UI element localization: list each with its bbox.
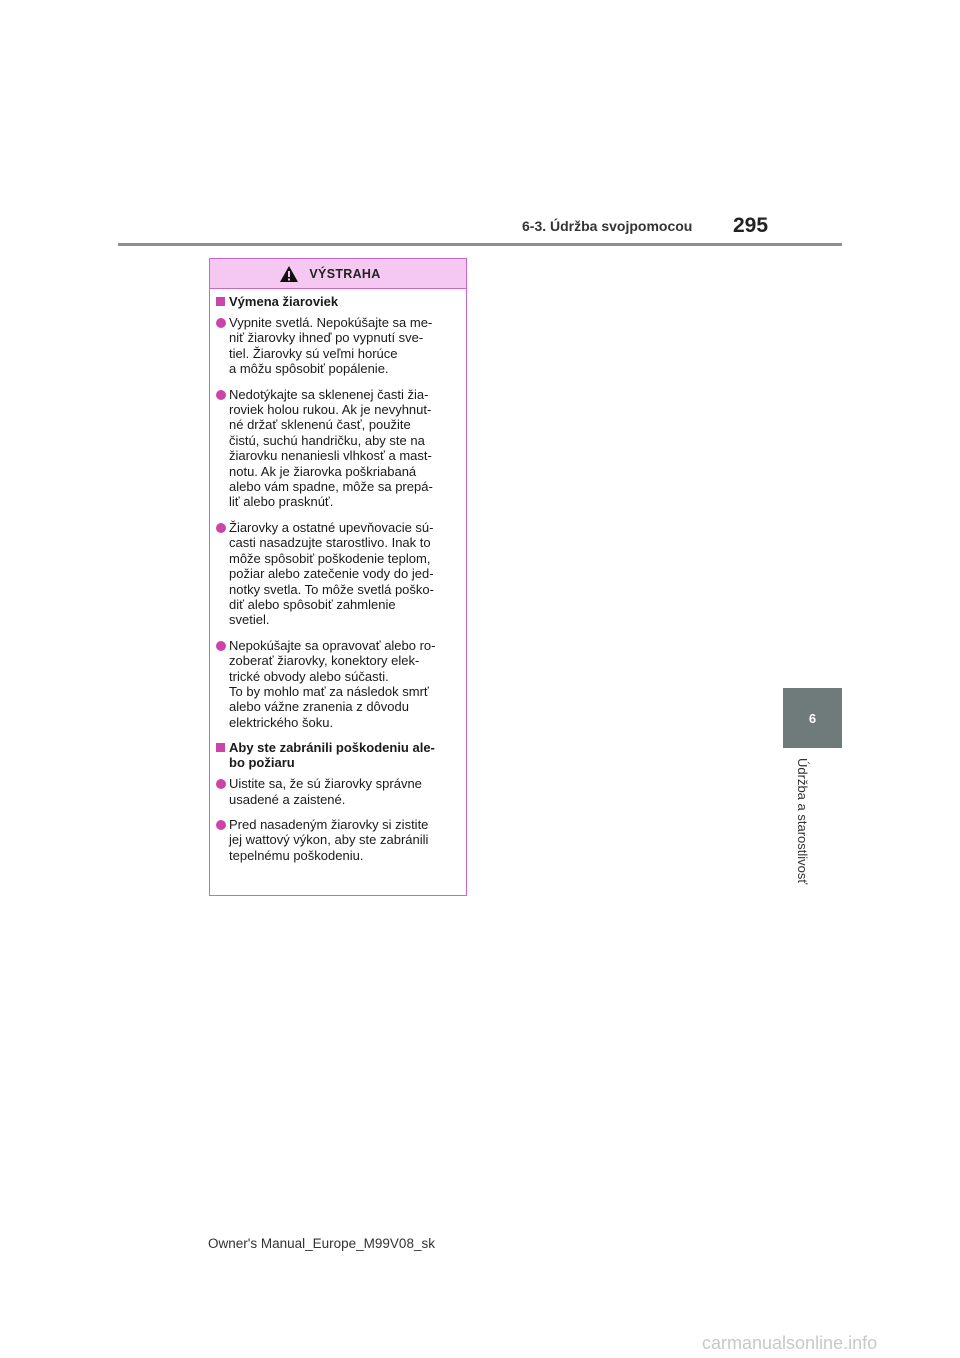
round-bullet-icon xyxy=(216,523,226,533)
warning-header xyxy=(210,259,466,289)
footer-doc-id: Owner's Manual_Europe_M99V08_sk xyxy=(208,1236,435,1251)
round-bullet-icon xyxy=(216,779,226,789)
section-heading xyxy=(216,740,460,770)
list-item-text: Nepokúšajte sa opravovať alebo ro- zoberať žiarovky, konektory elek- trické obvody alebo súčasti. To by mohlo mať za následok smrť alebo vážne zranenia z dôvodu elektrického šoku. xyxy=(229,637,436,730)
list-item-text: Pred nasadeným žiarovky si zistite jej wattový výkon, aby ste zabránili tepelnému poškodeniu. xyxy=(229,816,429,863)
round-bullet-icon xyxy=(216,390,226,400)
warning-triangle-icon xyxy=(279,265,299,283)
list-item xyxy=(216,817,460,863)
section-title: 6-3. Údržba svojpomocou xyxy=(522,218,693,234)
square-bullet-icon xyxy=(216,297,225,306)
round-bullet-icon xyxy=(216,318,226,328)
list-item xyxy=(216,638,460,730)
chapter-number: 6 xyxy=(808,710,817,726)
warning-box xyxy=(209,258,467,896)
square-bullet-icon xyxy=(216,743,225,752)
section-heading-text: Výmena žiaroviek xyxy=(229,294,339,309)
section-heading xyxy=(216,294,460,309)
list-item-text: Nedotýkajte sa sklenenej časti žia- roviek holou rukou. Ak je nevyhnut- né držať sklenenú časť, použite čistú, suchú handričku, aby ste na žiarovku nenaniesli vlhkosť a mast- notu. Ak je žiarovka poškriabaná alebo vám spadne, môže sa prepá- liť alebo prasknúť. xyxy=(229,386,433,510)
list-item xyxy=(216,315,460,377)
chapter-tab xyxy=(783,688,842,748)
list-item xyxy=(216,776,460,807)
list-item xyxy=(216,387,460,510)
list-item xyxy=(216,520,460,628)
warning-title: VÝSTRAHA xyxy=(309,266,381,281)
chapter-title: Údržba a starostlivosť xyxy=(795,758,810,885)
round-bullet-icon xyxy=(216,820,226,830)
section-heading-text: Aby ste zabránili poškodeniu ale- bo požiaru xyxy=(229,740,435,771)
header-divider xyxy=(118,243,842,246)
round-bullet-icon xyxy=(216,641,226,651)
list-item-text: Vypnite svetlá. Nepokúšajte sa me- niť žiarovky ihneď po vypnutí sve- tiel. Žiarovky sú veľmi horúce a môžu spôsobiť popálenie. xyxy=(229,315,433,377)
page-number: 295 xyxy=(733,214,769,237)
warning-body xyxy=(210,289,466,863)
watermark-link[interactable]: carmanualsonline.info xyxy=(702,1333,878,1353)
list-item-text: Uistite sa, že sú žiarovky správne usadené a zaistené. xyxy=(229,776,422,807)
list-item-text: Žiarovky a ostatné upevňovacie sú- casti nasadzujte starostlivo. Inak to môže spôsobiť poškodenie teplom, požiar alebo zatečenie vody do jed- notky svetla. To môže svetlá poško- diť alebo spôsobiť zahmlenie svetiel. xyxy=(229,519,434,628)
